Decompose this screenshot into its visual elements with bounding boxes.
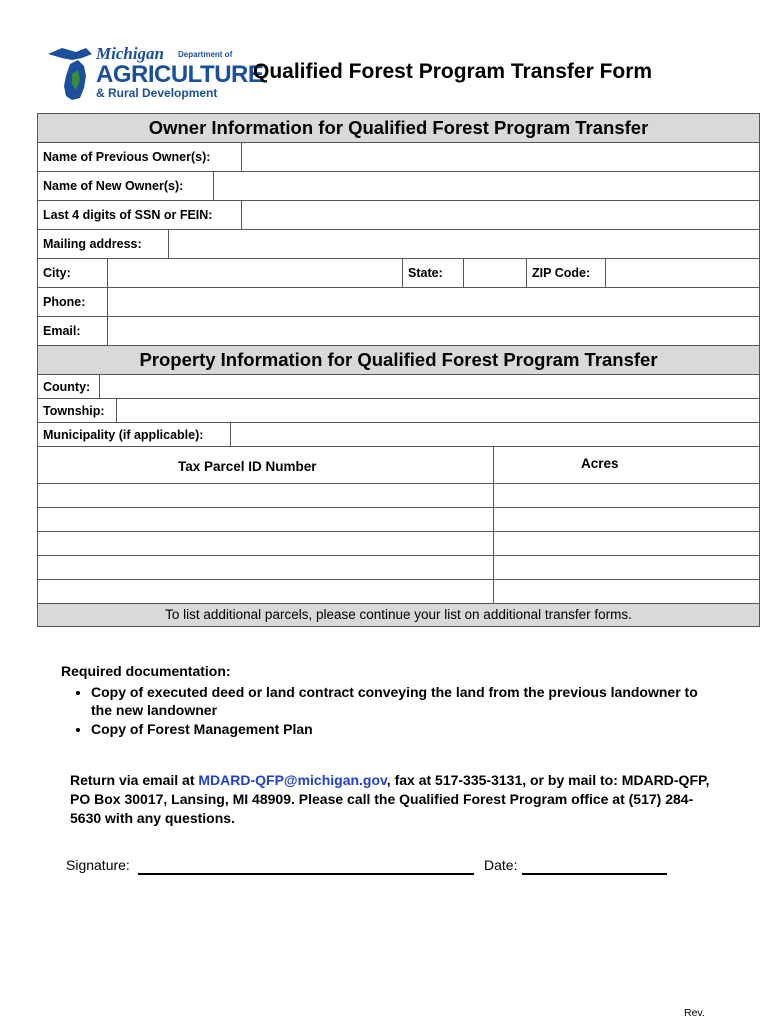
state-label: State: bbox=[402, 259, 464, 287]
parcel-table-header bbox=[38, 447, 759, 484]
tax-parcel-id-header: Tax Parcel ID Number bbox=[178, 459, 317, 474]
acres-cell[interactable] bbox=[494, 556, 759, 579]
new-owner-label: Name of New Owner(s): bbox=[38, 172, 214, 200]
email-row bbox=[38, 317, 759, 346]
municipality-row bbox=[38, 423, 759, 447]
revision-label: Rev. bbox=[684, 1007, 705, 1019]
zip-field[interactable] bbox=[606, 259, 759, 287]
additional-parcels-note: To list additional parcels, please continue your list on additional transfer forms. bbox=[38, 604, 759, 626]
mdard-logo bbox=[42, 44, 264, 102]
logo-department-text: Department of bbox=[178, 50, 233, 59]
email-field[interactable] bbox=[108, 317, 759, 345]
county-field[interactable] bbox=[100, 375, 759, 398]
phone-label: Phone: bbox=[38, 288, 108, 316]
parcel-row bbox=[38, 532, 759, 556]
acres-cell[interactable] bbox=[494, 484, 759, 507]
city-label: City: bbox=[38, 259, 108, 287]
parcel-id-cell[interactable] bbox=[38, 484, 493, 507]
township-row bbox=[38, 399, 759, 423]
municipality-label: Municipality (if applicable): bbox=[38, 423, 231, 446]
return-email-link[interactable]: MDARD-QFP@michigan.gov bbox=[198, 772, 387, 788]
mailing-address-field[interactable] bbox=[169, 230, 759, 258]
required-item-plan: • Copy of Forest Management Plan bbox=[91, 720, 701, 739]
required-heading: Required documentation: bbox=[61, 663, 231, 679]
logo-rural-development-text: & Rural Development bbox=[96, 86, 218, 100]
new-owner-field[interactable] bbox=[214, 172, 759, 200]
parcel-row bbox=[38, 580, 759, 604]
email-label: Email: bbox=[38, 317, 108, 345]
city-field[interactable] bbox=[108, 259, 402, 287]
phone-row bbox=[38, 288, 759, 317]
logo-michigan-text: Michigan bbox=[96, 44, 165, 63]
signature-area bbox=[66, 857, 518, 873]
new-owner-row bbox=[38, 172, 759, 201]
parcel-row bbox=[38, 484, 759, 508]
return-prefix: Return via email at bbox=[70, 772, 199, 788]
township-field[interactable] bbox=[117, 399, 759, 422]
parcel-id-cell[interactable] bbox=[38, 508, 493, 531]
ssn-fein-field[interactable] bbox=[242, 201, 759, 229]
acres-cell[interactable] bbox=[494, 532, 759, 555]
previous-owner-row bbox=[38, 143, 759, 172]
page-title: Qualified Forest Program Transfer Form bbox=[253, 60, 653, 83]
previous-owner-field[interactable] bbox=[242, 143, 759, 171]
mailing-address-row bbox=[38, 230, 759, 259]
state-field[interactable] bbox=[464, 259, 526, 287]
county-row bbox=[38, 375, 759, 399]
signature-label: Signature: bbox=[66, 857, 130, 873]
city-state-zip-row bbox=[38, 259, 759, 288]
parcel-id-cell[interactable] bbox=[38, 532, 493, 555]
phone-field[interactable] bbox=[108, 288, 759, 316]
acres-header: Acres bbox=[581, 456, 619, 471]
required-item-deed: • Copy of executed deed or land contract conveying the land from the previous landowner to the new landowner bbox=[91, 683, 701, 720]
date-label: Date: bbox=[484, 857, 518, 873]
zip-label: ZIP Code: bbox=[526, 259, 606, 287]
required-list bbox=[61, 683, 701, 739]
ssn-fein-label: Last 4 digits of SSN or FEIN: bbox=[38, 201, 242, 229]
logo-agriculture-text: AGRICULTURE bbox=[96, 61, 264, 88]
parcel-row bbox=[38, 508, 759, 532]
michigan-map-icon bbox=[42, 44, 98, 102]
township-label: Township: bbox=[38, 399, 117, 422]
parcel-id-cell[interactable] bbox=[38, 580, 493, 603]
property-section-heading: Property Information for Qualified Forest Program Transfer bbox=[38, 346, 759, 375]
acres-cell[interactable] bbox=[494, 580, 759, 603]
parcel-id-cell[interactable] bbox=[38, 556, 493, 579]
owner-section-heading: Owner Information for Qualified Forest Program Transfer bbox=[38, 114, 759, 143]
return-instructions bbox=[70, 771, 710, 828]
ssn-fein-row bbox=[38, 201, 759, 230]
mailing-address-label: Mailing address: bbox=[38, 230, 169, 258]
return-suffix: , fax at 517-335-3131, or by mail to: MDARD-QFP, PO Box 30017, Lansing, MI 48909. Please call the Qualified Forest Program office at (517) 284-5630 with any questions. bbox=[70, 772, 710, 826]
county-label: County: bbox=[38, 375, 100, 398]
parcel-row bbox=[38, 556, 759, 580]
signature-line[interactable] bbox=[138, 857, 474, 875]
acres-cell[interactable] bbox=[494, 508, 759, 531]
municipality-field[interactable] bbox=[231, 423, 759, 446]
previous-owner-label: Name of Previous Owner(s): bbox=[38, 143, 242, 171]
transfer-form bbox=[37, 113, 760, 627]
date-line[interactable] bbox=[522, 857, 667, 875]
required-documentation bbox=[61, 662, 701, 738]
